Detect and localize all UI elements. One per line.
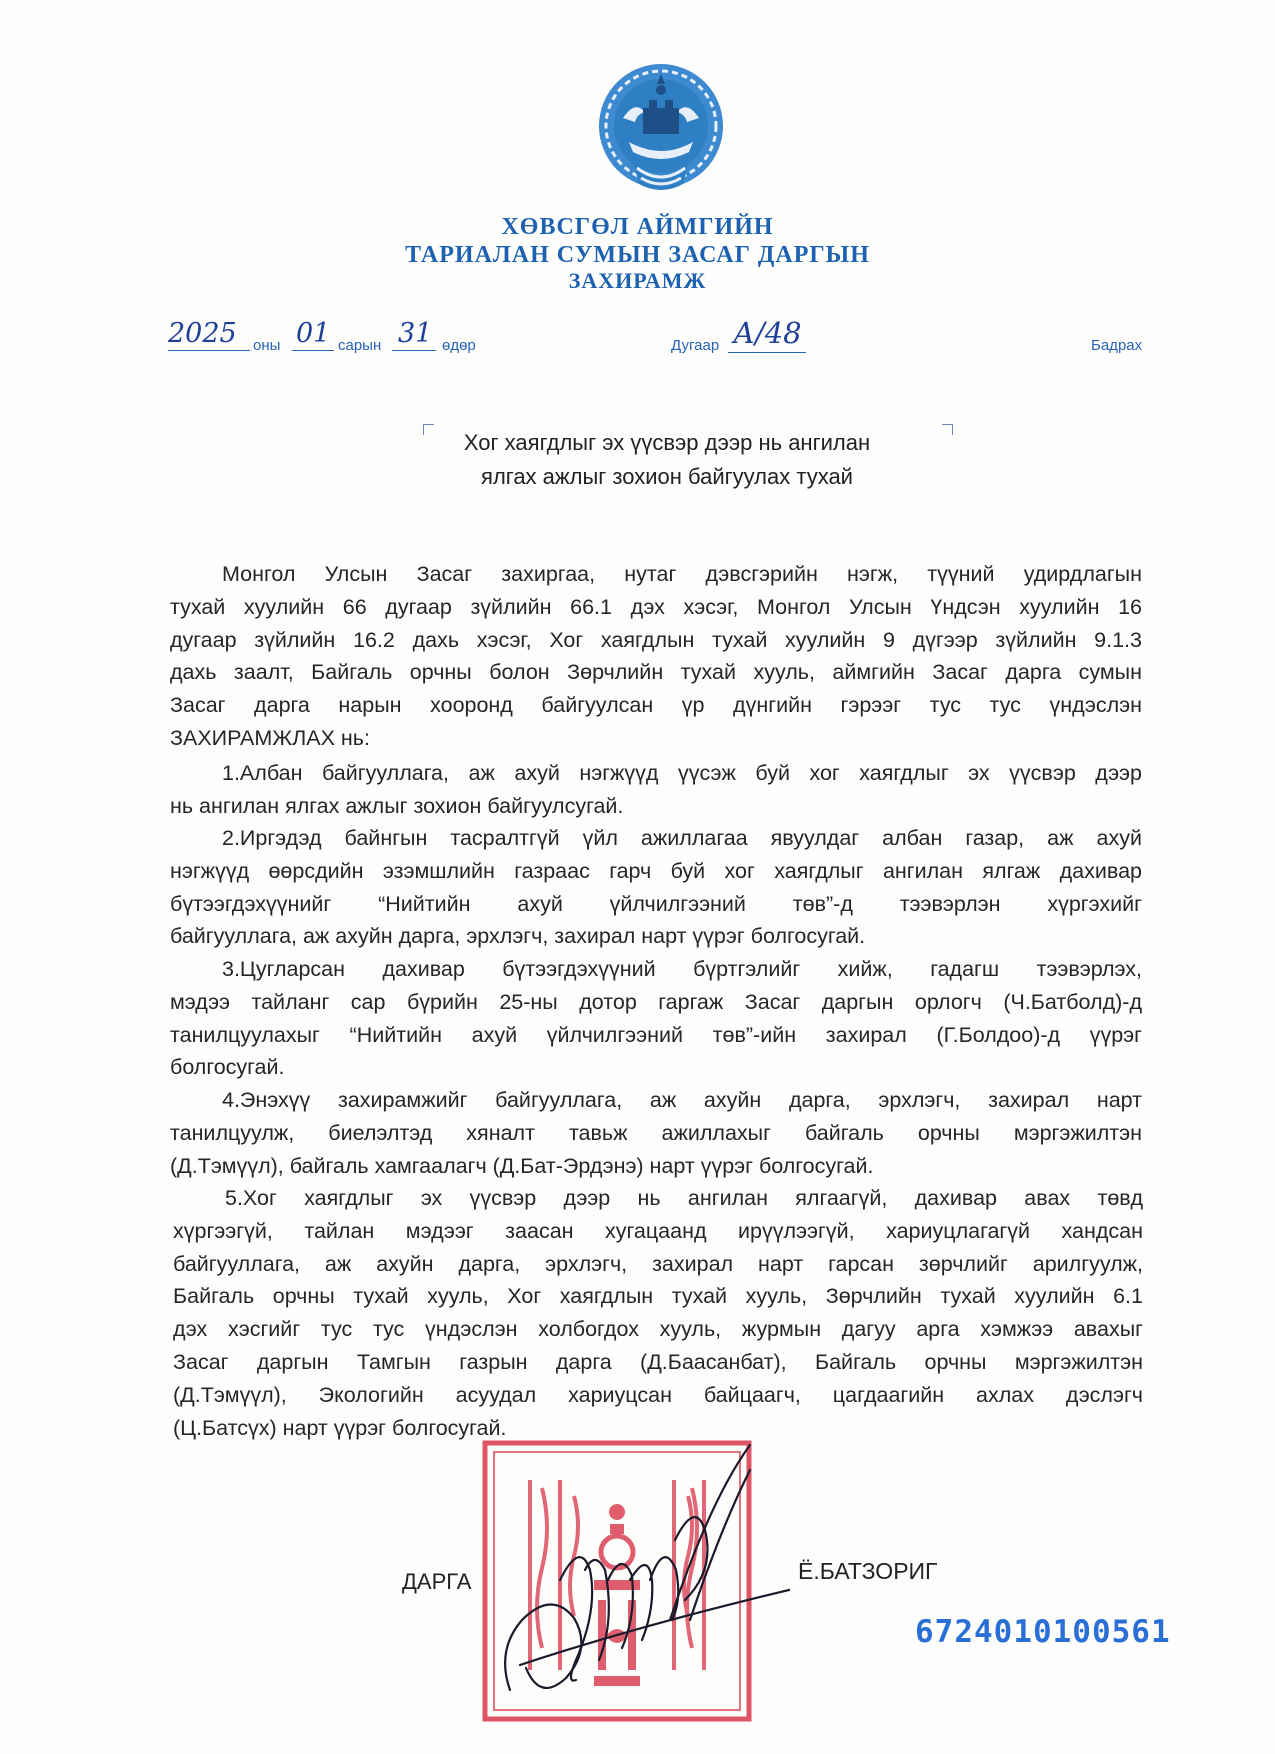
title-line-2: ялгах ажлыг зохион байгуулах тухай [481,464,853,489]
document-number: А/48 [733,316,802,350]
header-soum-governor: ТАРИАЛАН СУМЫН ЗАСАГ ДАРГЫН [405,242,870,268]
clause-2 [170,822,1142,953]
signatory-name: Ё.БАТЗОРИГ [798,1558,938,1584]
text-line: 2.Иргэдэд байнгын тасралтгүй үйл ажиллагаа явуулдаг албан газар, аж ахуй [222,826,1142,850]
text-line: Засаг даргын Тамгын газрын дарга (Д.Баасанбат), Байгаль орчны мэргэжилтэн [173,1349,1143,1374]
text-line: Монгол Улсын Засаг захиргаа, нутаг дэвсгэрийн нэгж, түүний удирдлагын [222,562,1142,586]
clause-3 [170,953,1142,1084]
text-line: (Д.Тэмүүл), Экологийн асуудал хариуцсан байцаагч, цагдаагийн ахлах дэслэгч [173,1382,1143,1407]
signatory-position: ДАРГА [402,1569,472,1594]
state-emblem-icon [593,60,729,200]
text-line: байгууллага, аж ахуйн дарга, эрхлэгч, захирал нарт гарсан зөрчлийг арилгуулж, [173,1251,1143,1276]
clause-4 [170,1084,1142,1182]
text-line: Байгаль орчны тухай хууль, Хог хаягдлын тухай хууль, Зөрчлийн тухай хуулийн 6.1 [173,1284,1143,1309]
title-line-1: Хог хаягдлыг эх үүсвэр дээр нь ангилан [463,430,871,455]
text-line: танилцуулж, биелэлтэд хяналт тавьж ажиллахыг байгаль орчны мэргэжилтэн [170,1120,1142,1145]
header-aimag: ХӨВСГӨЛ АЙМГИЙН [501,214,774,240]
text-line: 1.Албан байгууллага, аж ахуй нэгжүүд үүсэж буй хог хаягдлыг эх үүсвэр дээр [222,761,1142,785]
text-line: дугаар зүйлийн 16.2 дахь хэсэг, Хог хаягдлын тухай хуулийн 9 дүгээр зүйлийн 9.1.3 [170,627,1142,652]
text-line: тухай хуулийн 66 дугаар зүйлийн 66.1 дэх хэсэг, Монгол Улсын Үндсэн хуулийн 16 [170,594,1142,619]
date-day: 31 [398,318,433,349]
text-line: 3.Цугларсан дахивар бүтээгдэхүүний бүртгэлийг хийж, гадагш тээвэрлэх, [222,957,1142,981]
text-line: 5.Хог хаягдлыг эх үүсвэр дээр нь ангилан ялгаагүй, дахивар авах төвд [225,1186,1143,1210]
text-line: дэх хэсгийг тус тус үндэслэн холбогдох хууль, журмын дагуу арга хэмжээ авахыг [173,1317,1143,1342]
text-line: болгосугай. [170,1055,285,1080]
text-line: байгууллага, аж ахуйн дарга, эрхлэгч, захирал нарт үүрэг болгосугай. [170,924,866,949]
text-line: ЗАХИРАМЖЛАХ нь: [170,725,370,750]
text-line: 4.Энэхүү захирамжийг байгууллага, аж ахуйн дарга, эрхлэгч, захирал нарт [222,1088,1142,1112]
clause-1 [170,757,1142,823]
date-month: 01 [296,318,331,349]
text-line: мэдээ тайланг сар бүрийн 25-ны дотор гаргаж Засаг даргын орлогч (Ч.Батболд)-д [170,989,1142,1014]
number-label: Дугаар [671,337,720,354]
text-line: дахь заалт, Байгаль орчны болон Зөрчлийн тухай хууль, аймгийн Засаг дарга сумын [170,660,1142,685]
text-line: Засаг дарга нарын хооронд байгуулсан үр дүнгийн гэрээг тус тус үндэслэн [170,693,1142,718]
clause-5 [173,1182,1143,1444]
date-month-label: сарын [338,337,382,354]
date-day-label: өдөр [442,337,476,354]
handwritten-signature [490,1430,790,1730]
document-serial-number: 6724010100561 [915,1614,1171,1650]
date-year-label: оны [253,337,281,354]
text-line: (Ц.Батсүх) нарт үүрэг болгосугай. [173,1415,507,1440]
text-line: (Д.Тэмүүл), байгаль хамгаалагч (Д.Бат-Эрдэнэ) нарт үүрэг болгосугай. [170,1153,874,1178]
text-line: танилцуулахыг “Нийтийн ахуй үйлчилгээний төв”-ийн захирал (Г.Болдоо)-д үүрэг [170,1022,1142,1047]
header-document-type: ЗАХИРАМЖ [568,268,707,293]
text-line: хүргээгүй, тайлан мэдээг заасан хугацаанд ирүүлээгүй, хариуцлагагүй хандсан [173,1218,1143,1243]
text-line: нэгжүүд өөрсдийн эзэмшлийн газраас гарч буй хог хаягдлыг ангилан ялгаж дахивар [170,858,1142,883]
text-line: нь ангилан ялгах ажлыг зохион байгуулсугай. [170,793,624,818]
text-line: бүтээгдэхүүнийг “Нийтийн ахуй үйлчилгээний төв”-д тээвэрлэн хүргэхийг [170,891,1142,916]
date-year: 2025 [168,318,237,349]
place-name: Бадрах [1091,337,1143,354]
preamble-paragraph [170,558,1142,755]
